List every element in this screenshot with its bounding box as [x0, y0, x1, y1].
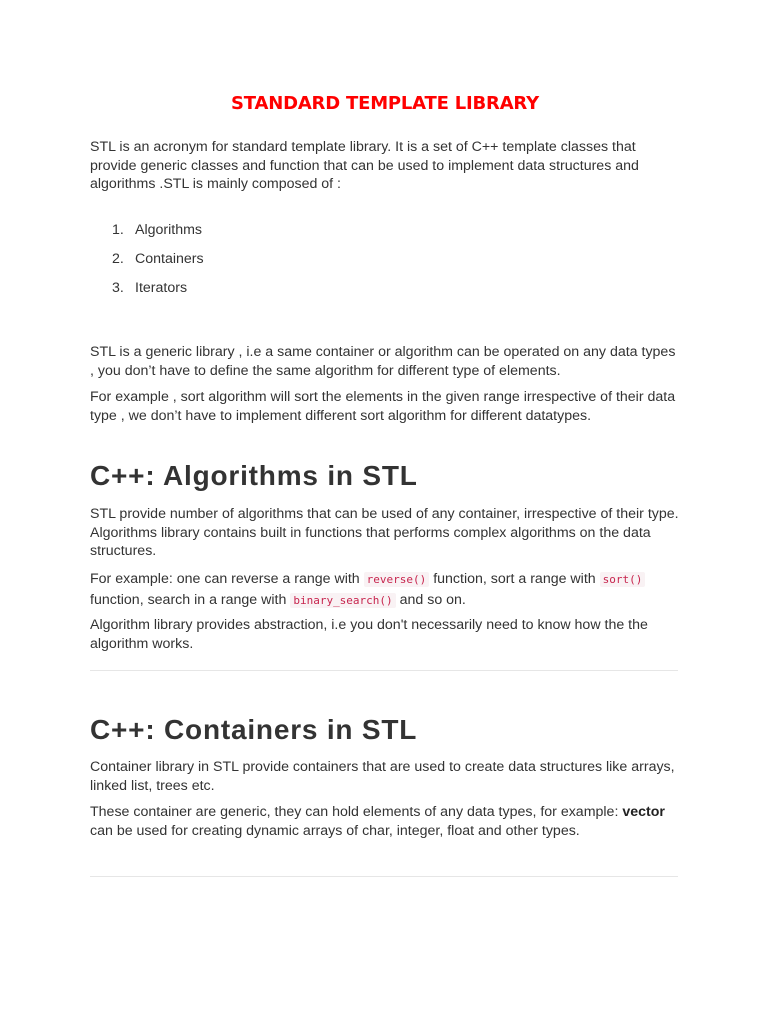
section-divider: [90, 670, 678, 671]
containers-paragraph-1: Container library in STL provide containers that are used to create data structures like arrays, linked list, trees etc.: [90, 759, 675, 794]
list-item-number: 3.: [112, 280, 124, 296]
generic-paragraph-2: For example , sort algorithm will sort the elements in the given range irrespective of their data type , we don’t have to implement different sort algorithm for different datatypes.: [90, 389, 676, 424]
text-segment: function, sort a range with: [429, 571, 600, 587]
document-title: STANDARD TEMPLATE LIBRARY: [231, 93, 539, 114]
sort-code: sort(): [600, 572, 646, 587]
intro-paragraph: STL is an acronym for standard template library. It is a set of C++ template classes that provide generic classes and function that can be used to implement data structures and algorithms .STL is mainly composed of :: [90, 139, 639, 192]
generic-paragraph-1: STL is a generic library , i.e a same container or algorithm can be operated on any data types , you don’t have to define the same algorithm for different type of elements.: [90, 344, 676, 379]
containers-paragraph-2: [90, 803, 680, 840]
list-item-label: Algorithms: [135, 222, 203, 238]
list-item-label: Iterators: [135, 280, 188, 296]
text-segment: function, search in a range with: [90, 592, 291, 608]
text-segment: These container are generic, they can hold elements of any data types, for example:: [90, 804, 623, 820]
list-item-label: Containers: [135, 251, 204, 267]
text-segment: For example: one can reverse a range with: [90, 571, 364, 587]
binary-search-code: binary_search(): [290, 593, 395, 608]
list-item-number: 1.: [112, 222, 124, 238]
vector-keyword: vector: [622, 804, 665, 820]
algorithms-paragraph-3: Algorithm library provides abstraction, i.e you don't necessarily need to know how the the algorithm works.: [90, 617, 648, 652]
section-divider: [90, 876, 678, 877]
algorithms-heading: C++: Algorithms in STL: [90, 460, 418, 491]
algorithms-paragraph-1: STL provide number of algorithms that can be used of any container, irrespective of their type. Algorithms library contains built in functions that performs complex algorithms on the data structures.: [90, 506, 679, 559]
reverse-code: reverse(): [364, 572, 430, 587]
containers-heading: C++: Containers in STL: [90, 714, 418, 745]
text-segment: and so on.: [395, 592, 466, 608]
algorithms-paragraph-2: [90, 569, 680, 611]
list-item-number: 2.: [112, 251, 124, 267]
text-segment: can be used for creating dynamic arrays of char, integer, float and other types.: [90, 822, 580, 839]
